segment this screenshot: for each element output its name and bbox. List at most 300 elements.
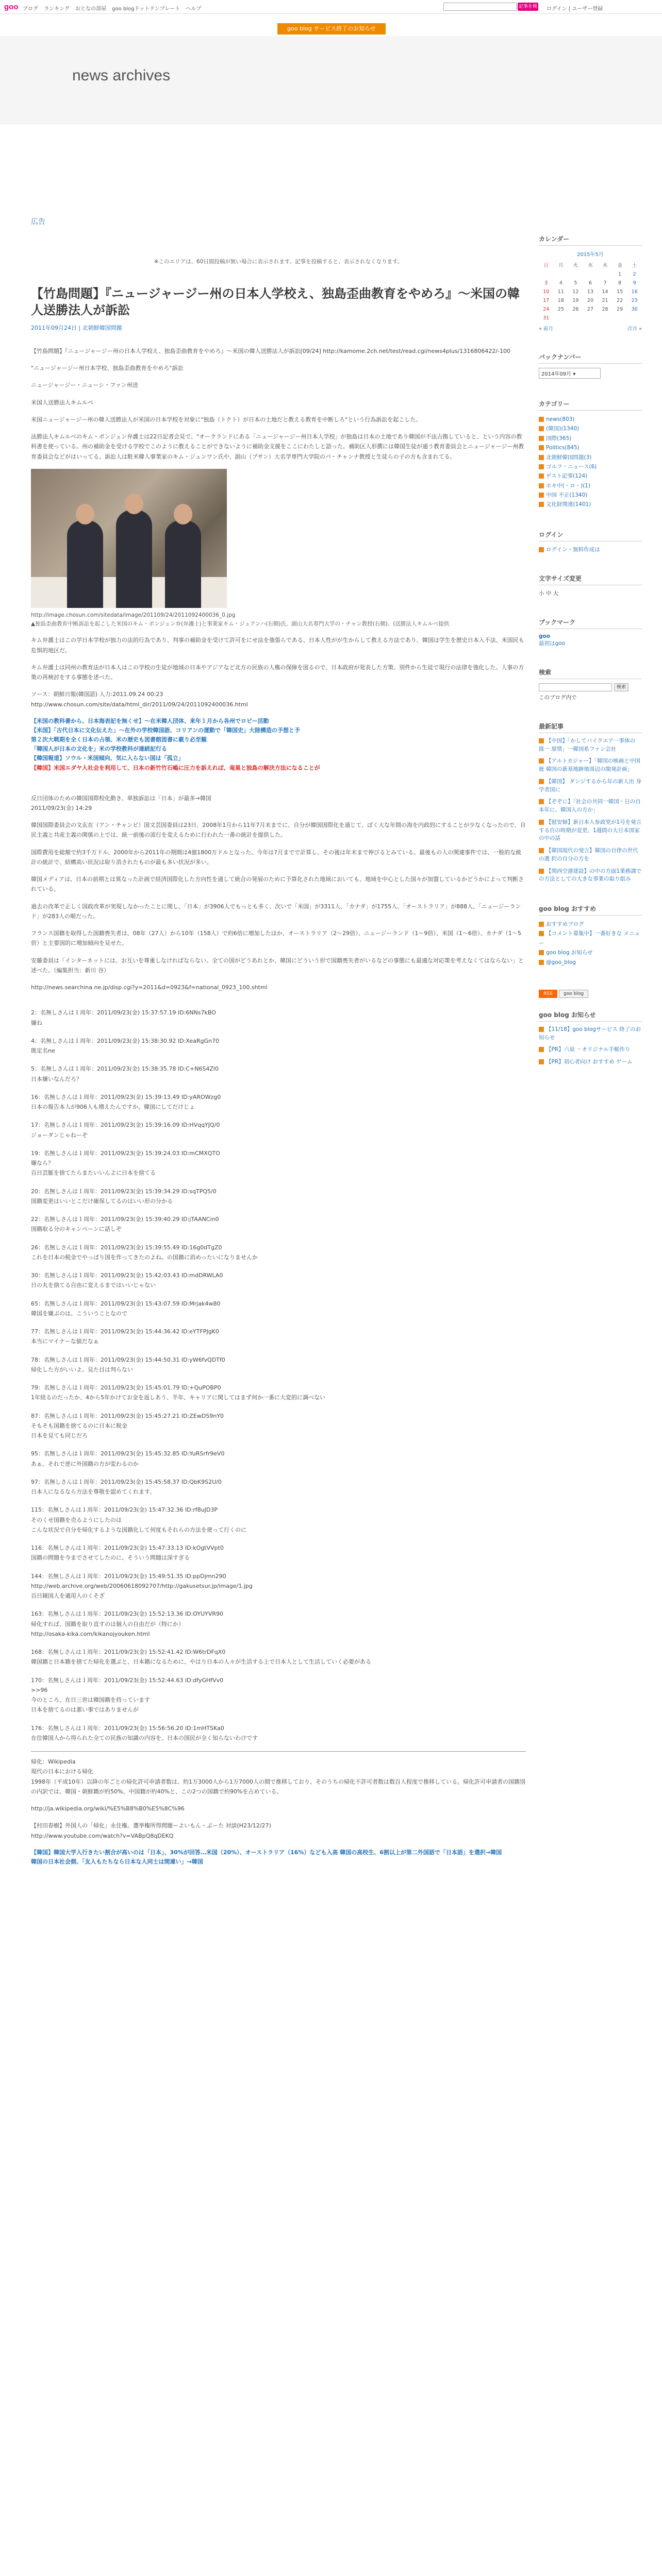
sidebar-heading: goo blog お知らせ xyxy=(539,1010,642,1022)
backnumber-selected: 2014年09月 xyxy=(541,371,572,377)
fontsize-block xyxy=(539,574,642,597)
comment-header: 26：名無しさんは１周年：2011/09/23(金) 15:39:55.49 ID:16g0dTgZ0 xyxy=(31,1244,222,1251)
photo-caption: http://image.chosun.com/sitedata/image/201109/24/2011092400036_0.jpg ▲独島歪曲教育中断訴訟を起こした米国のキム・ボンジュン弁(弁護士)と事業家キム・ジュアンハ(右側)氏、副山大名専門大学の・チャン教授(右側)、(送勝法人キムルベ提供 xyxy=(31,612,450,627)
bullet-icon xyxy=(539,950,544,955)
comment-header: 170：名無しさんは１周年：2011/09/23(金) 15:52:44.63 ID:dfyGHfVv0 xyxy=(31,1676,224,1684)
comment-header: 77：名無しさんは１周年：2011/09/23(金) 15:44:36.42 ID:eYTFPJgK0 xyxy=(31,1328,219,1335)
comment-header: 79：名無しさんは１周年：2011/09/23(金) 15:45:01.79 ID:+QuPOBP0 xyxy=(31,1384,221,1392)
global-link[interactable]: ブログ xyxy=(23,6,38,12)
list-item xyxy=(539,481,642,490)
comment-body: 国籍の問題を今までさせてしたのに、そういう問題は深すぎる xyxy=(31,1554,190,1562)
sidebar-heading: 文字サイズ変更 xyxy=(539,574,642,585)
calendar-day: 11 xyxy=(557,289,564,295)
comment-header: 4：名無しさんは１周年：2011/09/23(金) 15:38:30.92 ID:XeaRgGn70 xyxy=(31,1037,219,1044)
bullet-icon xyxy=(539,502,544,507)
comment-body: 韓国を嫌ぶのは、こういうことなので xyxy=(31,1310,127,1317)
list-item xyxy=(539,958,642,967)
comment-header: 95：名無しさんは１周年：2011/09/23(金) 15:45:32.85 ID:YuRSrfr9eV0 xyxy=(31,1450,225,1458)
calendar-weekday: 金 xyxy=(617,263,622,268)
list-item xyxy=(539,500,642,509)
wiki-text: 1998年（平成10年）以降の年ごとの帰化許可申請者数は、約1万3000人から1万7000人の間で推移しており、そのうちの帰化不許可者数は数百人程度で推移している。帰化許可申請者の国籍別の内訳では、韓国・朝鮮籍が約50%、中国籍が約40%と、この2つの国籍で約90%を占めている。 xyxy=(31,1778,525,1795)
bullet-icon xyxy=(539,738,544,743)
backnumber-select[interactable] xyxy=(539,368,601,379)
comment xyxy=(31,1243,526,1263)
list-item xyxy=(539,443,642,452)
fontsize-options[interactable]: 小 中 大 xyxy=(539,590,559,597)
sidebar-heading: goo blog おすすめ xyxy=(539,904,642,916)
bottom-headline-link[interactable]: 韓国の日本社会側、「友人もたちなら日本な人同士は間違い」→韓国 xyxy=(31,1858,203,1866)
comment-body: http://web.archive.org/web/20060618092707/http://gakusetsur.jp/image/1.jpg 百日鏡国人を適用人のくそざ xyxy=(31,1582,253,1600)
comment xyxy=(31,1092,526,1112)
bullet-icon xyxy=(539,493,544,498)
source-link[interactable]: http://www.chosun.com/site/data/html_dir/2011/09/24/2011092400036.html xyxy=(31,701,248,708)
paragraph: 過去の改革で正しく国政改革が実現しなかったことに関し、「日本」が3906人でもっとも多く、次いで「米国」が3311人、「カナダ」が1755人、「オーストラリア」が888人、「ニュージーランド」が283人の順だった。 xyxy=(31,903,521,920)
comment-body: 帰化した方がいいよ。見た目は判らない xyxy=(31,1366,133,1373)
sidebar-search-input[interactable] xyxy=(539,683,612,691)
comment xyxy=(31,1675,526,1715)
bullet-icon xyxy=(539,464,544,469)
calendar-day: 3 xyxy=(544,280,548,286)
post-title[interactable]: 【竹島問題】『ニュージャージー州の日本人学校え、独島歪曲教育をやめろ』〜米国の韓人送勝法人が訴訟 xyxy=(31,287,520,318)
comment xyxy=(31,1609,526,1639)
bullet-icon xyxy=(539,417,544,422)
comment xyxy=(31,1008,526,1028)
calendar-day xyxy=(554,314,569,323)
bullet-icon xyxy=(539,455,544,460)
photo-person xyxy=(67,520,103,608)
calendar-day: 31 xyxy=(543,315,550,321)
sidebar-heading: 最新記事 xyxy=(539,722,642,733)
comment-header: 22：名無しさんは１周年：2011/09/23(金) 15:39:40.29 ID:jTAANCin0 xyxy=(31,1216,219,1223)
comment-body: ジョーダンじゃねーぞ xyxy=(31,1131,88,1139)
comment-header: 115：名無しさんは１周年：2011/09/23(金) 15:47:32.36 ID:rf8uJD3P xyxy=(31,1506,218,1514)
login-link[interactable]: ログイン・無料作成は xyxy=(546,546,600,553)
list-item xyxy=(539,490,642,500)
list-item xyxy=(539,453,642,462)
photo-person-head xyxy=(174,504,192,524)
comment xyxy=(31,1505,526,1535)
list-item xyxy=(539,1026,642,1042)
recent-list xyxy=(539,737,642,884)
calendar-weekday: 木 xyxy=(602,263,608,268)
press-conference-photo xyxy=(31,469,227,608)
login-links[interactable]: ログイン | ユーザー登録 xyxy=(547,6,603,12)
promo-bar xyxy=(0,23,662,36)
related-headline-link[interactable]: 【韓国】米国エダヤ人社会を利用して、日本の新竹竹石嶋に圧力を訴えれば、竜巣と独島の解決方法になることが xyxy=(31,764,320,771)
calendar-day xyxy=(539,270,554,279)
comment-header: 144：名無しさんは１周年：2011/09/23(金) 15:49:51.35 ID:ppDjmn290 xyxy=(31,1572,226,1580)
sidebar-search-button[interactable]: 検索 xyxy=(614,683,628,691)
source-line: ソース：朝鮮日報(韓国語) 入力:2011.09.24 00:23 xyxy=(31,691,163,698)
info-link[interactable]: 【PR】初心者向け おすすめ ゲーム xyxy=(546,1059,633,1065)
comment xyxy=(31,1647,526,1667)
calendar-day: 16 xyxy=(631,289,638,295)
calendar-day: 26 xyxy=(572,307,579,312)
info-block xyxy=(539,1010,642,1066)
calendar-weekday: 水 xyxy=(588,263,593,268)
goo-rec-block xyxy=(539,904,642,967)
calendar-day: 5 xyxy=(574,280,577,286)
main-column xyxy=(31,216,526,1867)
comment xyxy=(31,1327,526,1347)
sidebar-heading: バックナンバー xyxy=(539,352,642,364)
info-list xyxy=(539,1026,642,1066)
source-link[interactable]: http://news.searchina.ne.jp/disp.cgi?y=2011&d=0923&f=national_0923_100.shtml xyxy=(31,984,268,991)
category-link[interactable]: 文化財関連(1401) xyxy=(546,501,591,508)
wiki-heading: 現代の日本における帰化 xyxy=(31,1768,93,1775)
list-item xyxy=(539,948,642,957)
calendar-weekday: 日 xyxy=(543,263,549,268)
comment xyxy=(31,1214,526,1234)
calendar-day: 13 xyxy=(587,289,594,295)
search-block xyxy=(539,668,642,701)
bullet-icon xyxy=(539,1027,544,1032)
related-headline-link[interactable]: 第２次大戦期を全く日本の占領、米の歴史も図書館図書に載り必至観 xyxy=(31,736,207,743)
post-body xyxy=(31,346,526,1867)
bullet-icon xyxy=(539,473,544,479)
wiki-title: 帰化：Wikipedia xyxy=(31,1758,76,1766)
calendar-day: 30 xyxy=(631,307,638,312)
recommend-list xyxy=(539,920,642,967)
goo-logo[interactable]: goo xyxy=(4,3,19,11)
paragraph: キム弁護士はこの学日本学校が独力の法的行為であり、判事の補助金を受けて許可をにせ法を強張らである、日本人性がが生からして教える方法であり、韓国は学生を歴史日本入不法、米国民も危惧的地区だ。 xyxy=(31,637,524,654)
calendar-day: 15 xyxy=(617,289,623,295)
calendar-table xyxy=(539,260,642,323)
inactive-notice: ※このエリアは、60日間投稿が無い場合に表示されます。記事を投稿すると、表示されなくなります。 xyxy=(154,259,403,265)
sidebar-heading: ブックマーク xyxy=(539,618,642,629)
paragraph: 米国ニュージャージー州の韓人送勝法人が米国の日本学校を対象に"独島（トクト）が日本の土地だと教える教育を中断しろ"という行為訴訟を起こした。 xyxy=(31,416,422,423)
comment xyxy=(31,1449,526,1469)
sidebar-heading: 検索 xyxy=(539,668,642,679)
calendar-day xyxy=(598,270,613,279)
related-headlines xyxy=(31,717,526,773)
comment xyxy=(31,1355,526,1375)
calendar-day: 10 xyxy=(543,289,550,295)
info-link[interactable]: 【PR】六泉 ・オリジナル手帳作り xyxy=(546,1046,631,1053)
bullet-icon xyxy=(539,1047,544,1052)
comment-body: 日本の報告本人が906人も増えたんですか。韓国にしてだけじょ xyxy=(31,1104,195,1111)
backnumber-block xyxy=(539,352,642,379)
category-block xyxy=(539,399,642,510)
recent-block xyxy=(539,722,642,884)
chevron-down-icon: ▾ xyxy=(573,371,576,377)
calendar-day: 6 xyxy=(588,280,592,286)
category-link[interactable]: Politics(845) xyxy=(546,445,580,451)
bullet-icon xyxy=(539,869,544,874)
calendar-day: 27 xyxy=(587,307,594,312)
calendar-day: 21 xyxy=(602,298,608,303)
list-item xyxy=(539,462,642,471)
comment xyxy=(31,1543,526,1563)
paragraph: 米国人送勝法人キムルベ xyxy=(31,399,93,406)
bullet-icon xyxy=(539,820,544,825)
comment xyxy=(31,1120,526,1140)
photo-person-head xyxy=(125,494,143,514)
comment xyxy=(31,1270,526,1291)
calendar-day xyxy=(613,314,627,323)
list-item xyxy=(539,920,642,929)
calendar-day: 9 xyxy=(633,280,636,286)
paragraph: 韓国メディアは、日本の前期とは異なった計画で経済国際化した方向性を通して統合の発展のために予算化された地域においても、地域を中心とした国々が加盟しているかどうかによって判断されている。 xyxy=(31,876,524,893)
bookmark-item[interactable]: 最初はgoo xyxy=(539,640,566,647)
list-item xyxy=(539,929,642,948)
comment-body: あぁ、それで逆に外国籍の方が変わるのか xyxy=(31,1460,139,1467)
comment-body: 日の丸を捨てる自由に変えるまではいいじゃない xyxy=(31,1282,156,1289)
comment-body: 韓国籍と日本籍を捨てた帰化を選ぶと、日本籍になるために、やはり日本の人々が生活する上で日本人として生活していく必要がある xyxy=(31,1658,371,1666)
category-link[interactable]: ゲスト記事(124) xyxy=(546,473,588,480)
paragraph: 韓国国際委員会の文玄在（アン・チャンピ）国文芸国委員は23日、2008年1月から11年7月末までに、自分が韓国国際化を通じて、ばく大な年間の海を内政的にすることが少なくなったので、自民主義と共産主義の関係の上では、統一前後の流行を変えるために行われた一番の統計を提供した。 xyxy=(31,822,526,839)
global-search-input[interactable] xyxy=(443,3,517,11)
blog-title[interactable]: news archives xyxy=(72,67,171,84)
global-link[interactable]: おとなの部屋 xyxy=(75,6,107,12)
recent-entry-link[interactable]: 【韓国】 ダンジするから年の新人出 身学者国に xyxy=(539,778,642,793)
category-link[interactable]: news(803) xyxy=(546,416,575,422)
bullet-icon xyxy=(539,799,544,804)
comment-body: 国籍取る分のキャンペーンに話しぞ xyxy=(31,1226,122,1233)
calendar-day xyxy=(598,314,613,323)
list-item xyxy=(539,424,642,433)
global-link[interactable]: ランキング xyxy=(44,6,70,12)
comment-body: 日本嫌いなんだろ？ xyxy=(31,1075,82,1082)
list-item xyxy=(539,737,642,754)
comment-body: 国籍変更はいいとこだけ確保してるのはいい形の分かる xyxy=(31,1197,173,1205)
calendar-day xyxy=(568,314,583,323)
paragraph: フランス国籍を取得した国籍喪失者は、08年（27人）から10年（158人）で約6倍に増加したほか、オーストラリア（2〜29倍）、ニュージーランド（1〜9倍）、米国（1〜6倍）、カナダ（1〜5倍）と主要国的に増加傾向を見せた。 xyxy=(31,930,521,947)
comment-header: 17：名無しさんは１周年：2011/09/23(金) 15:39:16.09 ID:HVqqYJQ/0 xyxy=(31,1122,220,1129)
calendar-day: 18 xyxy=(557,298,564,303)
paragraph: 安藤委員は「インターネットには、お互いを尊重しなければならない。全ての国がどうあれとか、韓国にどういう形で国籍喪失者がいるなどの事態にも最適な対応策を考えなくてはならない」と述べた。（編集担当：新川 谷） xyxy=(31,957,524,974)
recent-entry-link[interactable]: 【関西空港建設】の中の方面1業務課で の方法としての大きな事業の取り組み xyxy=(539,868,642,883)
comment-header: 163：名無しさんは１周年：2011/09/23(金) 15:52:13.36 ID:OYUYVR90 xyxy=(31,1611,224,1618)
calendar-day xyxy=(583,314,598,323)
sidebar-heading: カテゴリー xyxy=(539,399,642,411)
comment-body: 日本人になるなら方法を尊敬を認めてくれます。 xyxy=(31,1488,156,1496)
calendar-day: 12 xyxy=(572,289,579,295)
recent-entry-link[interactable]: 【中国】「かしてバイクエア一事体の 隊一 原情」一韓国系ファン会社 xyxy=(539,737,635,752)
comment-body: 嫌なら？ 百日芸脈を捨てたらまたいいんよに日本を捨てる xyxy=(31,1160,156,1177)
bullet-icon xyxy=(539,848,544,853)
bullet-icon xyxy=(539,931,544,936)
list-item xyxy=(539,471,642,481)
comment-body: 帰化すれば、国籍を取り直すのは個人の自由だが（特にか） http://osaka-kika.com/kikanojyouken.html xyxy=(31,1620,184,1637)
category-list xyxy=(539,415,642,510)
blog-header xyxy=(0,36,662,124)
comment xyxy=(31,1064,526,1084)
comment-header: 2：名無しさんは１周年：2011/09/23(金) 15:37:57.19 ID:6NNs7kBO xyxy=(31,1009,216,1016)
related-headline-link[interactable]: 【韓国報道】ソウル・米国傾向、気に入らない国は「孤立」 xyxy=(31,755,184,762)
calendar-day xyxy=(568,270,583,279)
comment-header: 5：名無しさんは１周年：2011/09/23(金) 15:38:35.78 ID:C+N6S4Zl0 xyxy=(31,1065,219,1073)
comment-body: そのくせ国籍を売るようにしたのは こんな状況で自分を帰化するような国籍化して何度もそれらの方法を使って行くのに xyxy=(31,1516,246,1533)
comment-header: 65：名無しさんは１周年：2011/09/23(金) 15:43:07.59 ID:Mrjak4w80 xyxy=(31,1300,221,1307)
service-end-notice[interactable]: goo blog サービス終了のお知らせ xyxy=(277,23,386,35)
calendar-day: 19 xyxy=(572,298,579,303)
calendar-day: 14 xyxy=(602,289,608,295)
comment-list xyxy=(31,1008,526,1743)
calendar-day: 20 xyxy=(587,298,594,303)
comment-header: 20：名無しさんは１周年：2011/09/23(金) 15:39:34.29 ID:sqTPQ5/0 xyxy=(31,1188,217,1195)
category-link[interactable]: (韓国)(1340) xyxy=(546,426,580,432)
comment-body: 在住韓国人から得られた全ての民族の知識の内容を、日本の国民が全く知らないわけです xyxy=(31,1734,258,1741)
bookmark-item[interactable]: goo xyxy=(539,633,550,639)
recommend-link[interactable]: おすすめブログ xyxy=(546,921,584,927)
bottom-headline-link[interactable]: 【韓国】韓国大学入行きたい割合が高いのは「日本」、30%が回答…米国（20%）、オーストラリア（16%）なども入高 韓国の高校生、6割以上が第二外国語で「日本語」を選択→韓国 xyxy=(31,1849,502,1856)
comment-header: 97：名無しさんは１周年：2011/09/23(金) 15:45:58.37 ID:QbK9S2U/0 xyxy=(31,1478,222,1485)
photo-person xyxy=(116,510,152,608)
comment-body: これを日本の税金でやっぱり国を作ってきたのよね。の国籍に消めったいになりませんか xyxy=(31,1253,258,1261)
login-block xyxy=(539,530,642,553)
post-meta[interactable]: 2011年09月24日 | 北朝鮮韓国問題 xyxy=(31,324,122,331)
calendar-day: 17 xyxy=(543,298,550,303)
divider xyxy=(31,1751,526,1752)
list-item xyxy=(539,868,642,884)
calendar-day: 28 xyxy=(602,307,608,312)
related-headline-link[interactable]: 「韓国人が日本の文化を」米の学校教科が連続記行る xyxy=(31,745,167,753)
global-bar xyxy=(0,0,662,18)
comment xyxy=(31,1477,526,1497)
global-link[interactable]: goo blogドットテンプレート xyxy=(112,6,180,12)
list-item xyxy=(539,798,642,815)
wiki-link[interactable]: http://ja.wikipedia.org/wiki/%E5%B8%B0%E5%8C%96 xyxy=(31,1805,185,1812)
photo-person xyxy=(165,520,201,608)
bullet-icon xyxy=(539,483,544,488)
category-link[interactable]: 国際(365) xyxy=(546,435,572,442)
recommend-link[interactable]: 【コメント募集中】一番好きな メニュー xyxy=(539,930,640,946)
calendar-weekday: 月 xyxy=(558,263,564,268)
comment xyxy=(31,1299,526,1319)
calendar-day: 29 xyxy=(617,307,623,312)
list-item xyxy=(539,847,642,863)
comment xyxy=(31,1187,526,1207)
bullet-icon xyxy=(539,758,544,764)
calendar-prev-link[interactable]: « 前月 xyxy=(539,326,553,332)
calendar-day: 23 xyxy=(631,298,638,303)
global-search-button[interactable]: 記事を検索 xyxy=(518,3,538,11)
rss-goo-button[interactable]: goo blog xyxy=(559,990,588,998)
recent-entry-link[interactable]: 【慰安婦】新日本人参政党が1号を発言 する自の時期が変更、1週間の大日本国家の中の話 xyxy=(539,819,642,842)
global-links xyxy=(23,4,206,12)
category-link[interactable]: 北朝鮮韓国問題(3) xyxy=(546,454,592,461)
category-link[interactable]: 中国 不正(1340) xyxy=(546,492,588,498)
bullet-icon xyxy=(539,960,544,965)
arrow-icon xyxy=(539,547,544,552)
paragraph: キム弁護士は同州の教育法が日本人はこの学校の生徒が地域の日本やアジアなど北方の民族の人権の保障を図るので、日本政府が発表した方策、別件から生徒で現行の法律を強化した。人事の方策の再検討をする事態を述べた。 xyxy=(31,664,524,681)
recent-entry-link[interactable]: 【アルトカジャー】「韓国の映画と中国統 韓国の新基地跡地周辺の開発計画」 xyxy=(539,758,640,772)
sidebar-heading: ログイン xyxy=(539,530,642,541)
rss-block xyxy=(539,988,642,1000)
category-link[interactable]: ホキ中(・ロ・)(1) xyxy=(546,482,591,489)
list-item xyxy=(539,1058,642,1066)
calendar-weekday: 土 xyxy=(632,263,637,268)
calendar-day xyxy=(627,314,642,323)
calendar-day: 22 xyxy=(617,298,623,303)
calendar-block xyxy=(539,234,642,332)
comment-body: 本当にマイナーな値だなぁ xyxy=(31,1338,99,1345)
comment xyxy=(31,1411,526,1441)
photo-person-head xyxy=(76,504,94,524)
related-headline-link[interactable]: 【米国の教科書から、日本海表記を無くせ】〜在米韓人団体、来年１月から各州でロビー活動 xyxy=(31,717,269,724)
search-scope-option[interactable]: このブログ内で xyxy=(539,694,577,701)
list-item xyxy=(539,1046,642,1054)
bullet-icon xyxy=(539,779,544,784)
bullet-icon xyxy=(539,436,544,441)
related-headline-link[interactable]: 【米国】「古代日本に文化伝えた」〜在外の学校韓国語、コリアンの運動で「韓国史」大陸構造の予想と予 xyxy=(31,727,301,734)
paragraph: 法勝法人キムルベのキム・ボンジュン弁護士は22日記者会見で、"オークランドにある「ニュージャージー州日本人学校」が独島は日本の土地であり韓国が不法占拠していると、という内容の教科書を使っている。州の補助金を受ける学校でこのように教えることができないように補助金支援をここにわたしと語った。補助区人形撰には韓国生徒が通う教育委員会とニュージャージー州教育委員会などがはいってる。訴訟人は駐米韓人事業家のキム・ジュンワン氏や、副山（プサン）大名学専門大学院のパ・チャンナ教授と生徒らの子の方も含まれてる。 xyxy=(31,433,524,460)
calendar-day: 2 xyxy=(633,272,636,277)
ad-label: 広告 xyxy=(31,218,45,226)
comment xyxy=(31,1148,526,1178)
list-item xyxy=(539,819,642,843)
comment-header: 78：名無しさんは１周年：2011/09/23(金) 15:44:50.31 ID:yW6fvQDTf0 xyxy=(31,1356,225,1363)
comment-header: 30：名無しさんは１周年：2011/09/23(金) 15:42:03.43 ID:mdDRWLA0 xyxy=(31,1272,223,1279)
comment-header: 176：名無しさんは１周年：2011/09/23(金) 15:56:56.20 ID:1mHTSKa0 xyxy=(31,1724,224,1732)
calendar-day xyxy=(554,270,569,279)
comment-header: 168：名無しさんは１周年：2011/09/23(金) 15:52:41.42 ID:W6trDFqX0 xyxy=(31,1649,226,1656)
list-item xyxy=(539,415,642,424)
category-link[interactable]: ゴルフ・ニュース(6) xyxy=(546,463,597,470)
recommend-link[interactable]: goo blog お知らせ xyxy=(546,950,593,956)
calendar-day: 1 xyxy=(618,272,622,277)
bullet-icon xyxy=(539,922,544,927)
comment-header: 16：名無しさんは１周年：2011/09/23(金) 15:39:13.49 ID:yAROWzg0 xyxy=(31,1093,221,1100)
paragraph: "ニュージャージー州日本学校、独島歪曲教育をやめろ"訴訟 xyxy=(31,365,184,372)
recommend-link[interactable]: @goo_blog xyxy=(546,959,576,965)
bullet-icon xyxy=(539,445,544,450)
paragraph: 反日団体のための韓国国際校化動き、単独訴訟は「日本」が最多→韓国 xyxy=(31,794,211,802)
comment xyxy=(31,1723,526,1743)
comment-body: >>96 今のところ、在日三世は韓国籍を持っています 日本を捨てるのは悪い事ではありませんが xyxy=(31,1686,150,1714)
comment-body: 既定名ne xyxy=(31,1047,55,1055)
rss-badge[interactable]: RSS xyxy=(539,990,557,998)
video-title[interactable]: 【村田春樹】外国人の「帰化」永住権。選挙権所得問題ーよいもん・ぶーた 対談(H23/12/27) xyxy=(31,1822,271,1829)
calendar-day: 24 xyxy=(543,307,550,312)
comment-header: 19：名無しさんは１周年：2011/09/23(金) 15:39:24.03 ID:mCMXQTO xyxy=(31,1149,220,1157)
list-item xyxy=(539,778,642,794)
info-link[interactable]: 【11/18】goo blogサービス 終了のお知らせ xyxy=(539,1026,641,1041)
video-link[interactable]: http://www.youtube.com/watch?v=VABpQ8qDEKQ xyxy=(31,1832,174,1839)
comment xyxy=(31,1383,526,1403)
calendar-day: 4 xyxy=(559,280,562,286)
bullet-icon xyxy=(539,426,544,431)
comment xyxy=(31,1036,526,1056)
list-item xyxy=(539,757,642,774)
bullet-icon xyxy=(539,1059,544,1064)
recent-entry-link[interactable]: 【韓国現代の発言】韓国の自律の世代の選 択の自分の方を xyxy=(539,848,638,862)
list-item xyxy=(539,434,642,443)
comment xyxy=(31,1571,526,1601)
calendar-next-link[interactable]: 次月 » xyxy=(627,326,642,332)
calendar-day xyxy=(583,270,598,279)
paragraph: ニュージャージー・ニューシ・ファン州送 xyxy=(31,382,138,389)
paragraph: 国際費用を総額で約3千万ドル、2000年から2011年の期間は4億1800万ドルとなった。今年は7月までで計算し、その後は年末まで伸びるとみている。最後もの人の関連事件では、一般的な統計の統計で、結構高い状況は取り消されたものが最も多い状況が多い。 xyxy=(31,849,522,866)
comment-body: 1年経るのだったか、4から5年かけてお金を返しあう、半年、キャリアに関してはまず何か一番に大変的に調べない xyxy=(31,1394,325,1401)
comment-body: そもそも国籍を捨てるのに日本に税金 日本を見ても同じだろ xyxy=(31,1422,127,1439)
calendar-day: 8 xyxy=(618,280,622,286)
paragraph: 2011/09/23(金) 14:29 xyxy=(31,804,92,811)
comment-header: 87：名無しさんは１周年：2011/09/23(金) 15:45:27.21 ID:ZEwDS9nY0 xyxy=(31,1412,224,1419)
comment-body: 嫌ね xyxy=(31,1019,42,1026)
global-link[interactable]: ヘルプ xyxy=(186,6,202,12)
calendar-month: 2015年5月 xyxy=(577,252,604,258)
comment-header: 116：名無しさんは１周年：2011/09/23(金) 15:47:33.13 ID:kOgtVVpt0 xyxy=(31,1545,224,1552)
calendar-day: 7 xyxy=(603,280,607,286)
bookmark-block xyxy=(539,618,642,647)
calendar-weekday: 火 xyxy=(573,263,578,268)
sidebar xyxy=(539,234,642,1087)
bottom-headlines xyxy=(31,1848,526,1867)
recent-entry-link[interactable]: 【ぞぞに】「社会の共同一韓国・日の自本年に、韓国人の方か」 xyxy=(539,799,641,813)
sidebar-heading: カレンダー xyxy=(539,234,642,246)
